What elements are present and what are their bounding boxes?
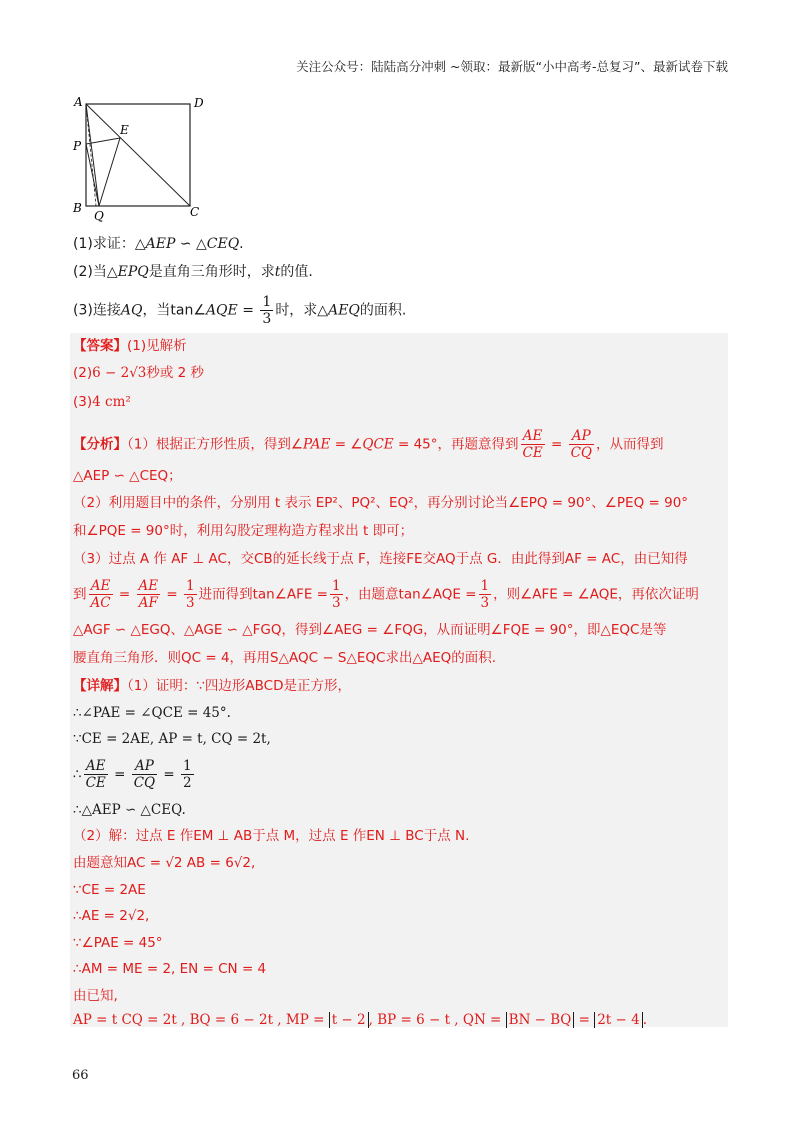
question-3: (3)连接AQ，当tan∠AQE = $\frac{1}{3}$ 时，求△AEQ的面积.: [73, 294, 407, 327]
label-a: A: [74, 95, 83, 109]
detail-line-13: AP = t CQ = 2t , BQ = 6 − 2t , MP = t − 2 , BP = 6 − t , QN = BN − BQ = 2t − 4 .: [73, 1012, 647, 1028]
label-b: B: [73, 201, 82, 215]
detail-line-2: ∴∠PAE = ∠QCE = 45°.: [73, 705, 231, 721]
page-number: 66: [72, 1068, 89, 1083]
analysis-line-3: （2）利用题目中的条件，分别用 t 表示 EP²、PQ²、EQ²，再分别讨论当∠EPQ = 90°、∠PEQ = 90°: [73, 495, 689, 511]
question-2: (2)当△EPQ是直角三角形时，求t的值.: [73, 264, 313, 280]
analysis-line-7: △AGF ∽ △EGQ、△AGE ∽ △FGQ，得到∠AEG = ∠FQG，从而证明∠FQE = 90°，即△EQC是等: [73, 622, 667, 638]
answer-line-3: (3)4 cm²: [73, 394, 131, 410]
detail-line-8: ∵CE = 2AE: [73, 882, 146, 898]
detail-line-7: 由题意知AC = √2 AB = 6√2,: [73, 855, 256, 871]
label-c: C: [190, 205, 200, 219]
detail-line-12: 由已知,: [73, 988, 118, 1004]
detail-line-11: ∴AM = ME = 2, EN = CN = 4: [73, 961, 267, 977]
label-p: P: [73, 139, 82, 153]
label-e: E: [120, 123, 129, 137]
detail-line-6: （2）解：过点 E 作EM ⊥ AB于点 M，过点 E 作EN ⊥ BC于点 N.: [73, 828, 470, 844]
page-header: 关注公众号：陆陆高分冲刺 ~领取：最新版“小中高考-总复习”、最新试卷下载: [296, 59, 728, 74]
detail-line-10: ∵∠PAE = 45°: [73, 935, 163, 951]
detail-line-3: ∵CE = 2AE, AP = t, CQ = 2t,: [73, 731, 271, 747]
analysis-line-1: 【分析】（1）根据正方形性质，得到∠PAE = ∠QCE = 45°，再题意得到 $\frac{AE}{CE}$ = $\frac{AP}{CQ}$ ，从而得到: [73, 428, 664, 461]
answer-line-2: (2)6 − 2√3秒或 2 秒: [73, 365, 205, 381]
square-figure: [70, 94, 220, 224]
detail-line-1: 【详解】（1）证明：∵四边形ABCD是正方形，: [73, 678, 352, 694]
segment-aq-dashed: [86, 104, 96, 206]
analysis-line-6: 到 $\frac{AE}{AC}$ = $\frac{AE}{AF}$ = $\frac{1}{3}$ 进而得到tan∠AFE = $\frac{1}{3}$ ，由题意tan∠AQE = $\frac{1}{3}$ ，则∠AFE = ∠AQE，再依次证明: [73, 578, 699, 611]
question-1: (1)求证：△AEP ∽ △CEQ.: [73, 236, 244, 252]
label-d: D: [194, 96, 204, 110]
analysis-line-2: △AEP ∽ △CEQ；: [73, 468, 182, 484]
detail-line-9: ∴AE = 2√2,: [73, 908, 150, 924]
analysis-line-8: 腰直角三角形．则QC = 4，再用S△AQC − S△EQC求出△AEQ的面积.: [73, 650, 497, 666]
analysis-line-5: （3）过点 A 作 AF ⊥ AC，交CB的延长线于点 F，连接FE交AQ于点 G．由此得到AF = AC，由已知得: [73, 551, 688, 567]
analysis-line-4: 和∠PQE = 90°时，利用勾股定理构造方程求出 t 即可；: [73, 523, 414, 539]
answer-line-1: 【答案】(1)见解析: [73, 338, 187, 354]
detail-line-5: ∴△AEP ∽ △CEQ.: [73, 802, 186, 818]
segment-eq: [99, 138, 120, 206]
diagonal-ac: [86, 104, 190, 206]
detail-line-4: ∴ $\frac{AE}{CE}$ = $\frac{AP}{CQ}$ = $\frac{1}{2}$: [73, 758, 192, 791]
label-q: Q: [94, 209, 104, 223]
